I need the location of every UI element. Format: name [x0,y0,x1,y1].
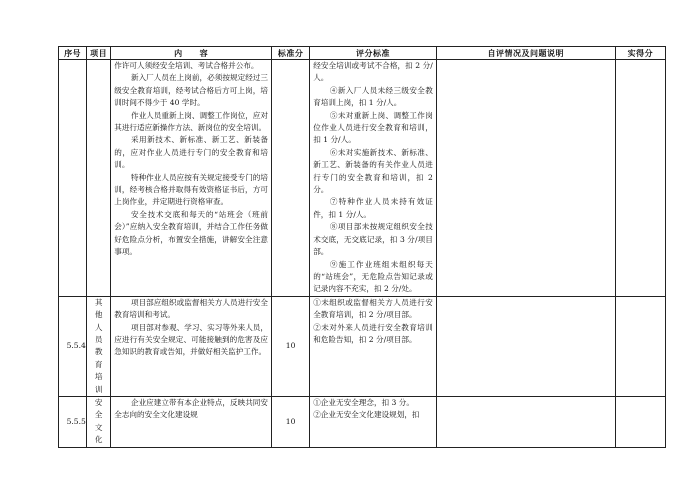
row2-eval[interactable] [436,296,615,396]
row2-score[interactable] [615,296,665,396]
paragraph: 新入厂人员在上岗前，必须按规定经过三级安全教育培训，经考试合格后方可上岗，培训时间不得少于 40 学时。 [114,73,269,108]
table-row [59,396,666,447]
row2-item-text: 其他人员教育培训 [94,297,103,394]
table-header-row [59,47,666,60]
header-score: 实得分 [615,47,665,60]
row3-no [59,396,87,447]
row1-std [272,60,310,297]
row2-content-list [111,297,271,359]
row3-item [87,396,111,447]
paragraph: 作业人员重新上岗、调整工作岗位，应对其进行适应新操作方法、新岗位的安全培训。 [114,110,269,133]
paragraph: ①企业无安全理念，扣 3 分。 [313,397,414,407]
row3-eval[interactable] [436,396,615,447]
header-rule: 评分标准 [310,47,437,60]
row3-no-text: 5.5.5 [66,416,86,426]
row2-item [87,296,111,396]
row3-content-list [111,397,271,422]
table-row [59,296,666,396]
row2-no-text: 5.5.4 [66,341,86,351]
paragraph: ②未对外来人员进行安全教育培训和危险告知，扣 2 分/项目部。 [313,322,433,344]
paragraph: 项目部对参观、学习、实习等外来人员，应进行有关安全规定、可能接触到的危害及应急知识的教育或告知，并做好相关监护工作。 [114,322,269,357]
row2-rule-list [310,297,436,347]
row3-item-text: 安全文化 [94,397,103,445]
paragraph: 采用新技术、新标准、新工艺、新装备的，应对作业人员进行专门的安全教育和培训。 [114,135,269,170]
row3-score[interactable] [615,396,665,447]
paragraph: 特种作业人员应按有关规定接受专门的培训，经考核合格并取得有效资格证书后，方可上岗作业，并定期进行资格审查。 [114,172,269,207]
paragraph: 安全技术交底和每天的“站班会（班前会）”应纳入安全教育培训，并结合工作任务做好危险点分析，布置安全措施，讲解安全注意事项。 [114,209,269,257]
row1-content [111,60,272,297]
row2-content [111,296,272,396]
paragraph: ⑨施工作业班组未组织每天的“站班会”，无危险点告知记录或记录内容不充实，扣 2 分/处。 [313,259,433,294]
paragraph: ④新入厂人员未经三级安全教育培训上岗，扣 1 分/人。 [313,85,433,108]
row1-item [87,60,111,297]
paragraph: ⑧项目部未按规定组织安全技术交底，无交底记录，扣 3 分/项目部。 [313,222,433,257]
paragraph: 企业应建立带有本企业特点，反映共同安全志向的安全文化建设规 [114,397,269,420]
paragraph: 作许可人须经安全培训、考试合格并公布。 [114,61,259,70]
row1-rule-list [310,60,436,296]
row3-rule-list [310,397,436,422]
header-eval: 自评情况及问题说明 [436,47,615,60]
row1-eval[interactable] [436,60,615,297]
evaluation-table-page [58,46,666,448]
paragraph: ⑥未对实施新技术、新标准、新工艺、新装备的有关作业人员进行专门的安全教育和培训，扣 2 分。 [313,147,433,195]
row2-no [59,296,87,396]
header-std: 标准分 [272,47,310,60]
table-row [59,60,666,297]
paragraph: ②企业无安全文化建设规划，扣 [313,410,420,420]
paragraph: 项目部应组织或监督相关方人员进行安全教育培训和考试。 [114,297,269,320]
paragraph: ①未组织或监督相关方人员进行安全教育培训，扣 2 分/项目部。 [313,297,433,320]
row1-score[interactable] [615,60,665,297]
row1-content-list [111,60,271,259]
evaluation-table [58,46,666,448]
row1-rule [310,60,437,297]
paragraph: 经安全培训或考试不合格，扣 2 分/人。 [313,61,433,83]
paragraph: ⑦特种作业人员未持有效证件，扣 1 分/人。 [313,197,433,219]
row3-rule [310,396,437,447]
header-content: 内 容 [111,47,272,60]
row3-std: 10 [272,396,310,447]
header-item: 项目 [87,47,111,60]
row2-rule [310,296,437,396]
row1-no [59,60,87,297]
paragraph: ⑤未对重新上岗、调整工作岗位作业人员进行安全教育和培训，扣 1 分/人。 [313,110,433,145]
row3-content [111,396,272,447]
row2-std: 10 [272,296,310,396]
header-no: 序号 [59,47,87,60]
